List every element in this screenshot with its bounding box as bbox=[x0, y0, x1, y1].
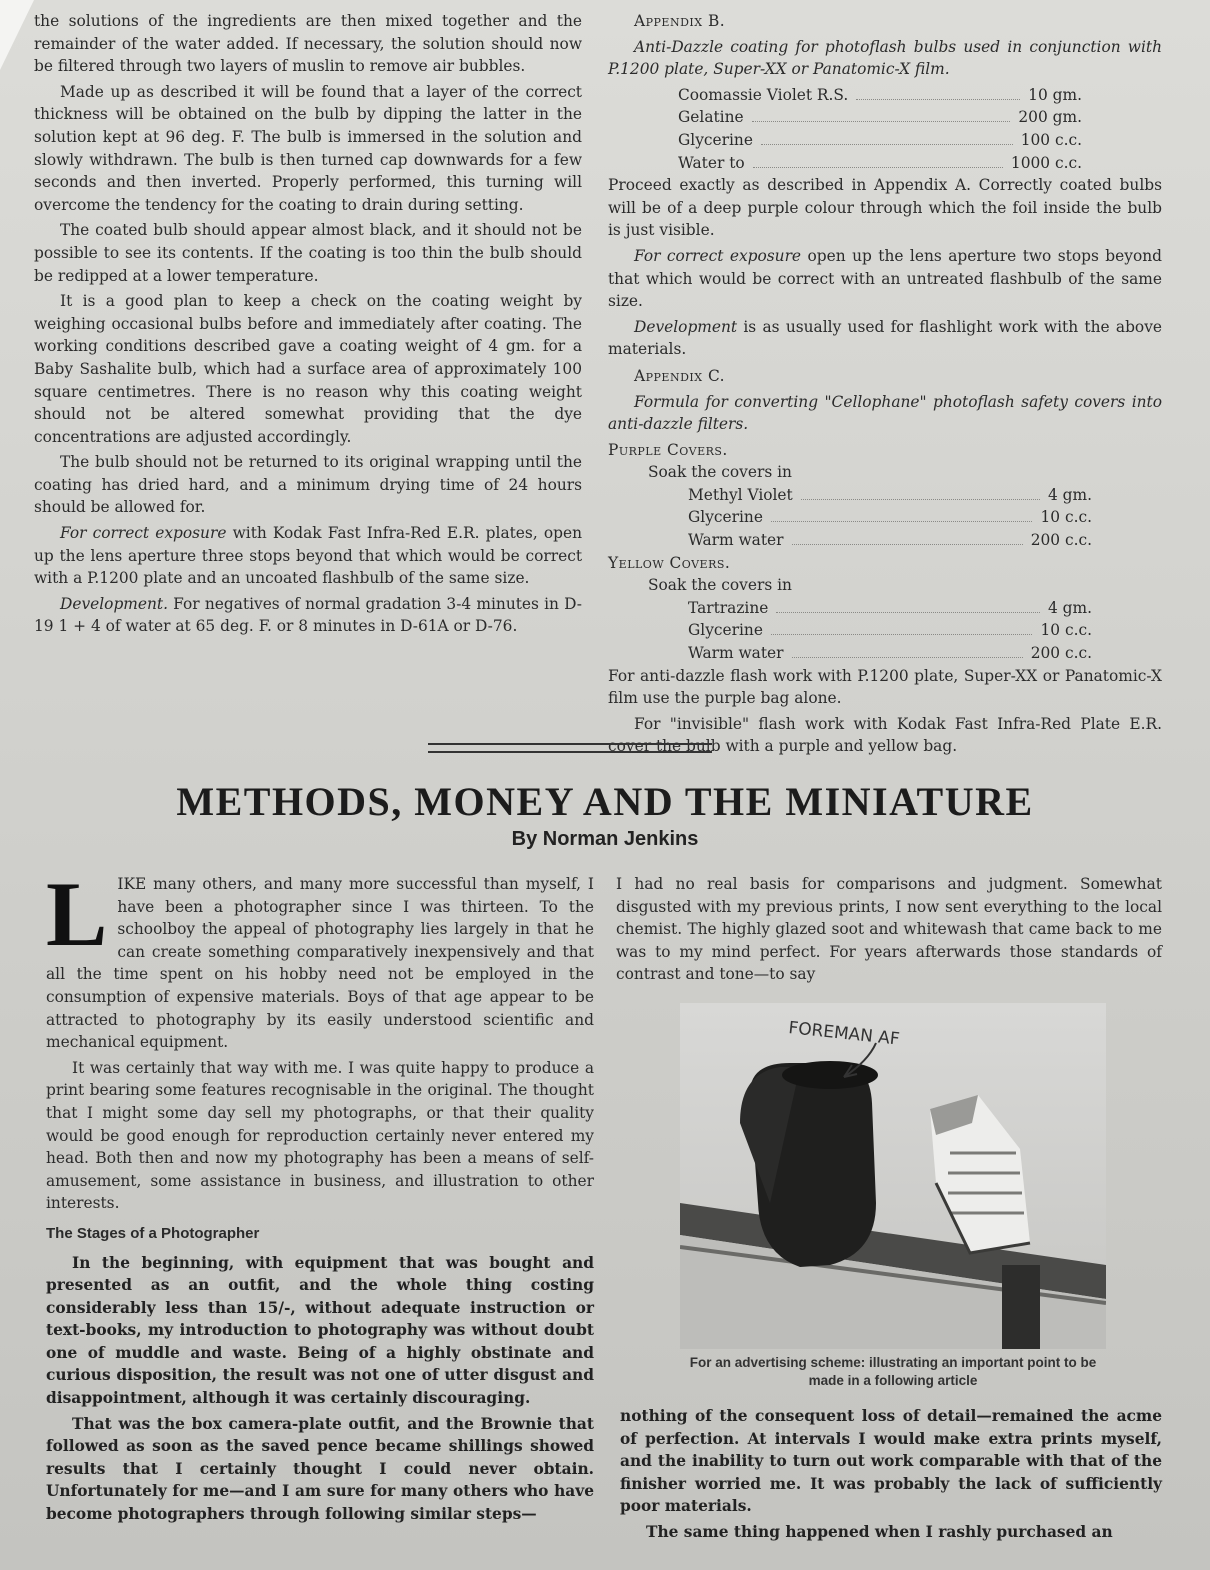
exposure-paragraph bbox=[608, 245, 1162, 313]
exposure-lead: For correct exposure bbox=[634, 246, 802, 265]
paragraph: the solutions of the ingredients are then mixed together and the remainder of the water added. If necessary, the solution should now be filtered through two layers of muslin to remove air bubbles. bbox=[34, 12, 582, 76]
exposure-paragraph bbox=[34, 522, 582, 590]
opening-paragraph bbox=[46, 863, 594, 1054]
paragraph: Made up as described it will be found that a layer of the correct thickness will be obtained on the bulb by dipping the latter in the solution kept at 96 deg. F. The bulb is immersed in the solution and slowly withdrawn. The bulb is then turned cap downwards for a few seconds and then inverted. Properly performed, this turning will overcome the tendency for the coating to drain during setting. bbox=[34, 82, 582, 214]
paragraph: It is a good plan to keep a check on the coating weight by weighing occasional bulbs before and immediately after coating. The working conditions described gave a coating weight of 4 gm. for a Baby Sashalite bulb, which had a surface area of approximately 100 square centimetres. There is no reason why this coating weight should not be altered somewhat providing that the dye concentrations are adjusted accordingly. bbox=[34, 292, 582, 446]
purple-formula bbox=[688, 484, 1092, 552]
photo-caption: For an advertising scheme: illustrating an important point to be made in a following article bbox=[689, 1355, 1097, 1388]
top-right-column bbox=[608, 10, 1162, 761]
formula-row: Warm water 200 c.c. bbox=[688, 531, 1092, 550]
formula-row: Tartrazine 4 gm. bbox=[688, 598, 1092, 617]
yellow-soak: Soak the covers in bbox=[648, 576, 792, 595]
formula-row: Water to 1000 c.c. bbox=[678, 153, 1082, 172]
development-paragraph bbox=[608, 316, 1162, 361]
formula-row: Glycerine 10 c.c. bbox=[688, 621, 1092, 640]
formula-row: Warm water 200 c.c. bbox=[688, 644, 1092, 663]
development-lead: Development. bbox=[60, 594, 168, 613]
formula-row: Gelatine 200 gm. bbox=[678, 108, 1082, 127]
article-right-column-bottom bbox=[620, 1405, 1162, 1547]
paragraph: In the beginning, with equipment that was bought and presented as an outfit, and the whole thing costing considerably less than 15/-, without adequate instruction or text-books, my introduction to photography was without doubt one of muddle and waste. Being of a highly obstinate and curious disposition, the result was not one of utter disgust and disappointment, although it was certainly discouraging. bbox=[46, 1253, 594, 1408]
photo-illustration bbox=[680, 1003, 1106, 1349]
appendix-c-heading: Appendix C. bbox=[634, 366, 726, 385]
yellow-covers-heading: Yellow Covers. bbox=[608, 553, 731, 572]
photo-annotation: FOREMAN AF bbox=[787, 1018, 901, 1050]
top-left-column bbox=[34, 10, 582, 641]
note-paragraph: For anti-dazzle flash work with P.1200 plate, Super-XX or Panatomic-X film use the purple bag alone. bbox=[608, 666, 1162, 708]
purple-covers-heading: Purple Covers. bbox=[608, 440, 728, 459]
formula-row: Methyl Violet 4 gm. bbox=[688, 485, 1092, 504]
section-divider bbox=[428, 743, 712, 753]
article-photograph bbox=[680, 1003, 1106, 1349]
appendix-b-subtitle: Anti-Dazzle coating for photoflash bulbs used in conjunction with P.1200 plate, Super-XX or Panatomic-X film. bbox=[608, 37, 1162, 79]
appendix-b-formula bbox=[678, 84, 1082, 174]
exposure-lead: For correct exposure bbox=[60, 524, 227, 543]
appendix-b-heading: Appendix B. bbox=[634, 12, 726, 30]
note-paragraph: For "invisible" flash work with Kodak Fast Infra-Red Plate E.R. cover the bulb with a purple and yellow bag. bbox=[608, 714, 1162, 756]
article-title: METHODS, MONEY AND THE MINIATURE bbox=[176, 779, 1034, 824]
appendix-c-subtitle: Formula for converting "Cellophane" photoflash safety covers into anti-dazzle filters. bbox=[608, 392, 1162, 434]
article-byline: By Norman Jenkins bbox=[511, 828, 699, 850]
development-paragraph bbox=[34, 593, 582, 638]
drop-cap: L bbox=[46, 863, 108, 965]
paragraph: It was certainly that way with me. I was quite happy to produce a print bearing some features recognisable in the original. The thought that I might some day sell my photographs, or that their quality would be good enough for reproduction certainly never entered my head. Both then and now my photography has been a means of self-amusement, some assistance in business, and illustration to other interests. bbox=[46, 1058, 594, 1213]
yellow-formula bbox=[688, 597, 1092, 665]
folded-corner bbox=[0, 0, 34, 70]
paragraph: That was the box camera-plate outfit, and the Brownie that followed as soon as the saved pence became shillings showed results that I certainly thought I could never obtain. Unfortunately for me—and I am sure for many others who have become photographers through following similar steps— bbox=[46, 1414, 594, 1524]
formula-row: Coomassie Violet R.S. 10 gm. bbox=[678, 85, 1082, 104]
opening-text: IKE many others, and many more successful than myself, I have been a photographer since I was thirteen. To the schoolboy the appeal of photography lies largely in that he can create something comparatively inexpensively and that all the time spent on his hobby need not be employed in the consumption of expensive materials. Boys of that age appear to be attracted to photography by its easily understood scientific and mechanical equipment. bbox=[46, 875, 594, 1052]
exposure-text: with Kodak Fast Infra-Red E.R. plates, open up the lens aperture three stops beyond that which would be correct with a P.1200 plate and an uncoated flashbulb of the same size. bbox=[34, 524, 582, 588]
proceed-paragraph: Proceed exactly as described in Appendix A. Correctly coated bulbs will be of a deep purple colour through which the foil inside the bulb is just visible. bbox=[608, 176, 1162, 240]
paragraph: nothing of the consequent loss of detail—remained the acme of perfection. At intervals I would make extra prints myself, and the inability to turn out work comparable with that of the finisher worried me. It was probably the lack of sufficiently poor materials. bbox=[620, 1407, 1162, 1516]
formula-row: Glycerine 10 c.c. bbox=[688, 508, 1092, 527]
paragraph: The bulb should not be returned to its original wrapping until the coating has dried hard, and a minimum drying time of 24 hours should be allowed for. bbox=[34, 453, 582, 517]
development-text: For negatives of normal gradation 3-4 minutes in D-19 1 + 4 of water at 65 deg. F. or 8 minutes in D-61A or D-76. bbox=[34, 594, 582, 636]
development-text: is as usually used for flashlight work with the above materials. bbox=[608, 317, 1162, 359]
paragraph: The coated bulb should appear almost black, and it should not be possible to see its contents. If the coating is too thin the bulb should be redipped at a lower temperature. bbox=[34, 221, 582, 285]
formula-row: Glycerine 100 c.c. bbox=[678, 130, 1082, 149]
exposure-text: open up the lens aperture two stops beyond that which would be correct with an untreated flashbulb of the same size. bbox=[608, 246, 1162, 311]
section-subheading: The Stages of a Photographer bbox=[46, 1224, 260, 1242]
article-left-column bbox=[46, 863, 594, 1529]
article-right-column-top bbox=[616, 873, 1162, 989]
purple-soak: Soak the covers in bbox=[648, 463, 792, 482]
development-lead: Development bbox=[634, 317, 738, 336]
paragraph: I had no real basis for comparisons and judgment. Somewhat disgusted with my previous prints, I now sent everything to the local chemist. The highly glazed soot and whitewash that came back to me was to my mind perfect. For years afterwards those standards of contrast and tone—to say bbox=[616, 875, 1162, 984]
paragraph: The same thing happened when I rashly purchased an bbox=[646, 1522, 1113, 1541]
